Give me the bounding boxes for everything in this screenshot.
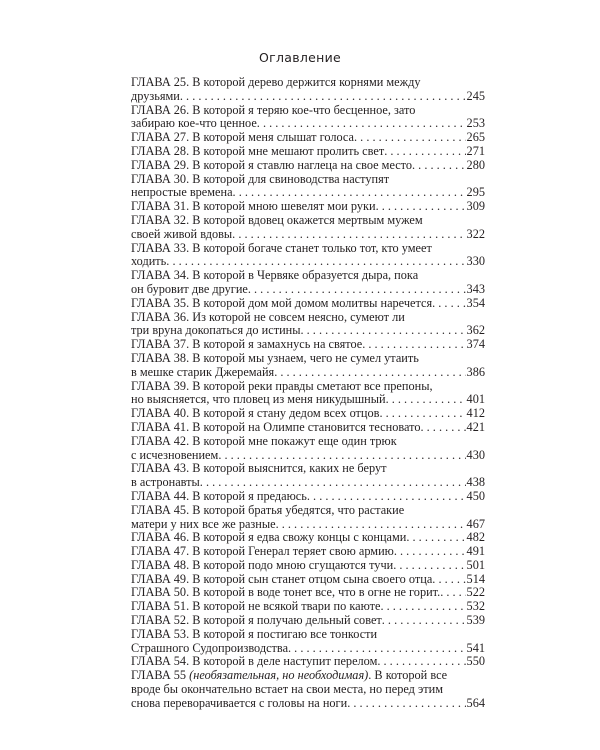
- toc-entry: [131, 173, 485, 201]
- page-number: 245: [466, 88, 485, 103]
- page-number: 362: [466, 323, 485, 338]
- dot-leader: [412, 159, 466, 173]
- toc-entry-title: три вруна докопаться до истины: [131, 323, 301, 338]
- page-number: 354: [466, 295, 485, 310]
- dot-leader: [432, 573, 465, 587]
- toc-entry-title: ГЛАВА 44. В которой я предаюсь: [131, 488, 307, 503]
- toc-entry-line: [131, 90, 485, 104]
- page-number: 253: [466, 116, 485, 131]
- dot-leader: [276, 518, 466, 532]
- toc-entry-line: [131, 324, 485, 338]
- toc-entry-line: [131, 338, 485, 352]
- dot-leader: [233, 186, 466, 200]
- toc-entry-line: ГЛАВА 43. В которой выяснится, каких не берут: [131, 462, 387, 476]
- toc-entry-text: . В которой все: [368, 669, 448, 683]
- toc-entry-title: Страшного Судопроизводства: [131, 640, 289, 655]
- toc-entry-line: ГЛАВА 30. В которой для свиноводства наступят: [131, 172, 390, 186]
- toc-entry: [131, 586, 485, 600]
- toc-entry-line: [131, 283, 485, 297]
- page-number: 501: [466, 557, 485, 572]
- toc-entry-title: но выясняется, что пловец из меня никудышный: [131, 392, 386, 407]
- toc-entry-line: [131, 697, 485, 711]
- toc-entry-line: [131, 573, 485, 587]
- toc-entry-line: [131, 407, 485, 421]
- dot-leader: [386, 393, 466, 407]
- toc-entry: [131, 421, 485, 435]
- toc-entry-line: [131, 131, 485, 145]
- dot-leader: [307, 490, 466, 504]
- toc-entry-title: друзьями: [131, 88, 180, 103]
- toc-entry-line: ГЛАВА 32. В которой вдовец окажется мертвым мужем: [131, 213, 423, 227]
- toc-entry: [131, 214, 485, 242]
- toc-entry-line: ГЛАВА 33. В которой богаче станет только тот, кто умеет: [131, 241, 432, 255]
- toc-entry-line: [131, 255, 485, 269]
- toc-entry-line: [131, 600, 485, 614]
- page-number: 564: [466, 695, 485, 710]
- toc-entry-title: в мешке старик Джеремайя: [131, 364, 275, 379]
- dot-leader: [384, 145, 465, 159]
- dot-leader: [288, 642, 466, 656]
- toc-entry: [131, 407, 485, 421]
- toc-entry-title: забираю кое-что ценное: [131, 116, 257, 131]
- toc-entry-title: ГЛАВА 27. В которой меня слышат голоса: [131, 130, 355, 145]
- toc-entry: [131, 104, 485, 132]
- toc-entry-line: ГЛАВА 26. В которой я теряю кое-что бесценное, зато: [131, 103, 416, 117]
- page-number: 550: [466, 654, 485, 669]
- page-number: 330: [466, 254, 485, 269]
- page-number: 450: [466, 488, 485, 503]
- toc-entry-line: [131, 655, 485, 669]
- dot-leader: [354, 131, 466, 145]
- page-number: 386: [466, 364, 485, 379]
- dot-leader: [248, 283, 466, 297]
- toc-entry-title: ГЛАВА 31. В которой мною шевелят мои руки: [131, 199, 376, 214]
- toc-entry: [131, 269, 485, 297]
- toc-entry-title: в астронавты: [131, 475, 200, 490]
- toc-entry-line: [131, 518, 485, 532]
- page-number: 482: [466, 530, 485, 545]
- toc-entry-title: ГЛАВА 50. В которой в воде тонет все, что в огне не горит.: [131, 585, 441, 600]
- page-number: 343: [466, 281, 485, 296]
- toc-entry-title: ГЛАВА 29. В которой я ставлю наглеца на свое место: [131, 157, 413, 172]
- page-number: 271: [466, 143, 485, 158]
- toc-entry-title: он буровит две другие: [131, 281, 248, 296]
- page-number: 401: [466, 392, 485, 407]
- toc-entry-line: [131, 669, 485, 683]
- page-number: 522: [466, 585, 485, 600]
- dot-leader: [379, 407, 465, 421]
- toc-entry-title: ГЛАВА 28. В которой мне мешают пролить свет: [131, 143, 385, 158]
- toc-entry-title: снова переворачивается с головы на ноги: [131, 695, 348, 710]
- page-number: 541: [466, 640, 485, 655]
- toc-entry-line: [131, 490, 485, 504]
- toc-entry-line: [131, 449, 485, 463]
- toc-entry: [131, 531, 485, 545]
- page-title: Оглавление: [258, 50, 342, 65]
- dot-leader: [432, 297, 465, 311]
- toc-entry: [131, 76, 485, 104]
- page-number: 412: [466, 406, 485, 421]
- dot-leader: [257, 117, 466, 131]
- toc-entry: [131, 200, 485, 214]
- page-number: 467: [466, 516, 485, 531]
- toc-entry-line: [131, 614, 485, 628]
- dot-leader: [421, 421, 466, 435]
- toc-entry-line: ГЛАВА 53. В которой я постигаю все тонкости: [131, 627, 378, 641]
- toc-entry: [131, 490, 485, 504]
- page-number: 374: [466, 337, 485, 352]
- toc-entry-line: [131, 476, 485, 490]
- toc-entry-title: ГЛАВА 52. В которой я получаю дельный совет: [131, 613, 382, 628]
- dot-leader: [200, 476, 466, 490]
- toc-entry-title: ГЛАВА 37. В которой я замахнусь на святое: [131, 337, 363, 352]
- toc-entry: [131, 462, 485, 490]
- toc-entry: [131, 600, 485, 614]
- toc-entry: [131, 435, 485, 463]
- toc-entry: [131, 655, 485, 669]
- toc-entry-line: [131, 297, 485, 311]
- dot-leader: [301, 324, 466, 338]
- toc-entry: [131, 338, 485, 352]
- dot-leader: [274, 366, 465, 380]
- toc-entry-line: [131, 200, 485, 214]
- dot-leader: [376, 200, 466, 214]
- toc-entry-title: ГЛАВА 49. В которой сын станет отцом сына своего отца: [131, 571, 433, 586]
- toc-entry-line: [131, 393, 485, 407]
- toc-entry: [131, 159, 485, 173]
- toc-entry-line: [131, 228, 485, 242]
- toc-entry-title: ходить: [131, 254, 167, 269]
- toc-entry-line: ГЛАВА 45. В которой братья убедятся, что растакие: [131, 503, 405, 517]
- dot-leader: [347, 697, 465, 711]
- toc-entry-title: ГЛАВА 40. В которой я стану дедом всех отцов: [131, 406, 380, 421]
- toc-entry-line: ГЛАВА 42. В которой мне покажут еще один трюк: [131, 434, 397, 448]
- dot-leader: [166, 255, 465, 269]
- toc-entry-title: непростые времена: [131, 185, 233, 200]
- dot-leader: [440, 586, 465, 600]
- toc-entry: [131, 242, 485, 270]
- toc-entry: [131, 352, 485, 380]
- toc-entry-line: ГЛАВА 25. В которой дерево держится корнями между: [131, 76, 421, 89]
- toc-entry-line: вроде бы окончательно встает на свои места, но перед этим: [131, 683, 444, 697]
- page-number: 309: [466, 199, 485, 214]
- toc-entry-title: матери у них все же разные: [131, 516, 276, 531]
- toc-entry-title: своей живой вдовы: [131, 226, 233, 241]
- dot-leader: [180, 90, 466, 104]
- page-number: 295: [466, 185, 485, 200]
- dot-leader: [394, 545, 466, 559]
- toc-entry-text: ГЛАВА 55: [131, 669, 190, 683]
- toc-entry-line: [131, 545, 485, 559]
- toc-entry: [131, 311, 485, 339]
- page-number: 532: [466, 599, 485, 614]
- toc-entry: [131, 145, 485, 159]
- page-number: 438: [466, 475, 485, 490]
- toc-entry-title: ГЛАВА 41. В которой на Олимпе становится тесновато: [131, 419, 421, 434]
- toc-entry-title: ГЛАВА 54. В которой в деле наступит перелом: [131, 654, 378, 669]
- toc-entry-line: [131, 145, 485, 159]
- toc-entry: [131, 559, 485, 573]
- page-number: 322: [466, 226, 485, 241]
- dot-leader: [362, 338, 465, 352]
- toc-entry-line: [131, 366, 485, 380]
- dot-leader: [218, 449, 465, 463]
- page-number: 265: [466, 130, 485, 145]
- dot-leader: [382, 614, 466, 628]
- page-number: 539: [466, 613, 485, 628]
- toc-entry: [131, 545, 485, 559]
- toc-entry-line: [131, 559, 485, 573]
- toc-entry: [131, 614, 485, 628]
- toc-entry-line: [131, 531, 485, 545]
- toc-entry-italic-note: (необязательная, но необходимая): [189, 669, 369, 683]
- toc-entry: [131, 131, 485, 145]
- table-of-contents: [131, 76, 485, 711]
- toc-entry: [131, 380, 485, 408]
- page-number: 421: [466, 419, 485, 434]
- toc-entry-line: [131, 159, 485, 173]
- toc-entry-title: ГЛАВА 47. В которой Генерал теряет свою армию: [131, 544, 394, 559]
- toc-entry: [131, 573, 485, 587]
- toc-entry-title: ГЛАВА 35. В которой дом мой домом молитвы наречется: [131, 295, 433, 310]
- dot-leader: [232, 228, 465, 242]
- page-number: 514: [466, 571, 485, 586]
- toc-entry-line: [131, 586, 485, 600]
- toc-entry-line: ГЛАВА 36. Из которой не совсем неясно, сумеют ли: [131, 310, 405, 324]
- page-number: 491: [466, 544, 485, 559]
- toc-entry: [131, 669, 485, 710]
- toc-entry-line: ГЛАВА 38. В которой мы узнаем, чего не сумел утаить: [131, 351, 419, 365]
- dot-leader: [377, 655, 465, 669]
- toc-entry-title: ГЛАВА 51. В которой не всякой твари по каюте: [131, 599, 381, 614]
- page-number: 430: [466, 447, 485, 462]
- toc-entry: [131, 628, 485, 656]
- dot-leader: [380, 600, 465, 614]
- toc-entry-line: ГЛАВА 34. В которой в Червяке образуется дыра, пока: [131, 269, 419, 283]
- page-number: 280: [466, 157, 485, 172]
- toc-entry-title: ГЛАВА 46. В которой я едва свожу концы с концами: [131, 530, 407, 545]
- toc-entry-line: [131, 117, 485, 131]
- toc-entry-title: ГЛАВА 48. В которой подо мною сгущаются тучи: [131, 557, 394, 572]
- dot-leader: [393, 559, 465, 573]
- toc-entry: [131, 297, 485, 311]
- toc-entry-line: [131, 642, 485, 656]
- toc-entry-line: [131, 421, 485, 435]
- toc-entry-line: [131, 186, 485, 200]
- toc-entry-title: с исчезновением: [131, 447, 219, 462]
- toc-entry-line: ГЛАВА 39. В которой реки правды сметают все препоны,: [131, 379, 433, 393]
- toc-entry: [131, 504, 485, 532]
- dot-leader: [406, 531, 465, 545]
